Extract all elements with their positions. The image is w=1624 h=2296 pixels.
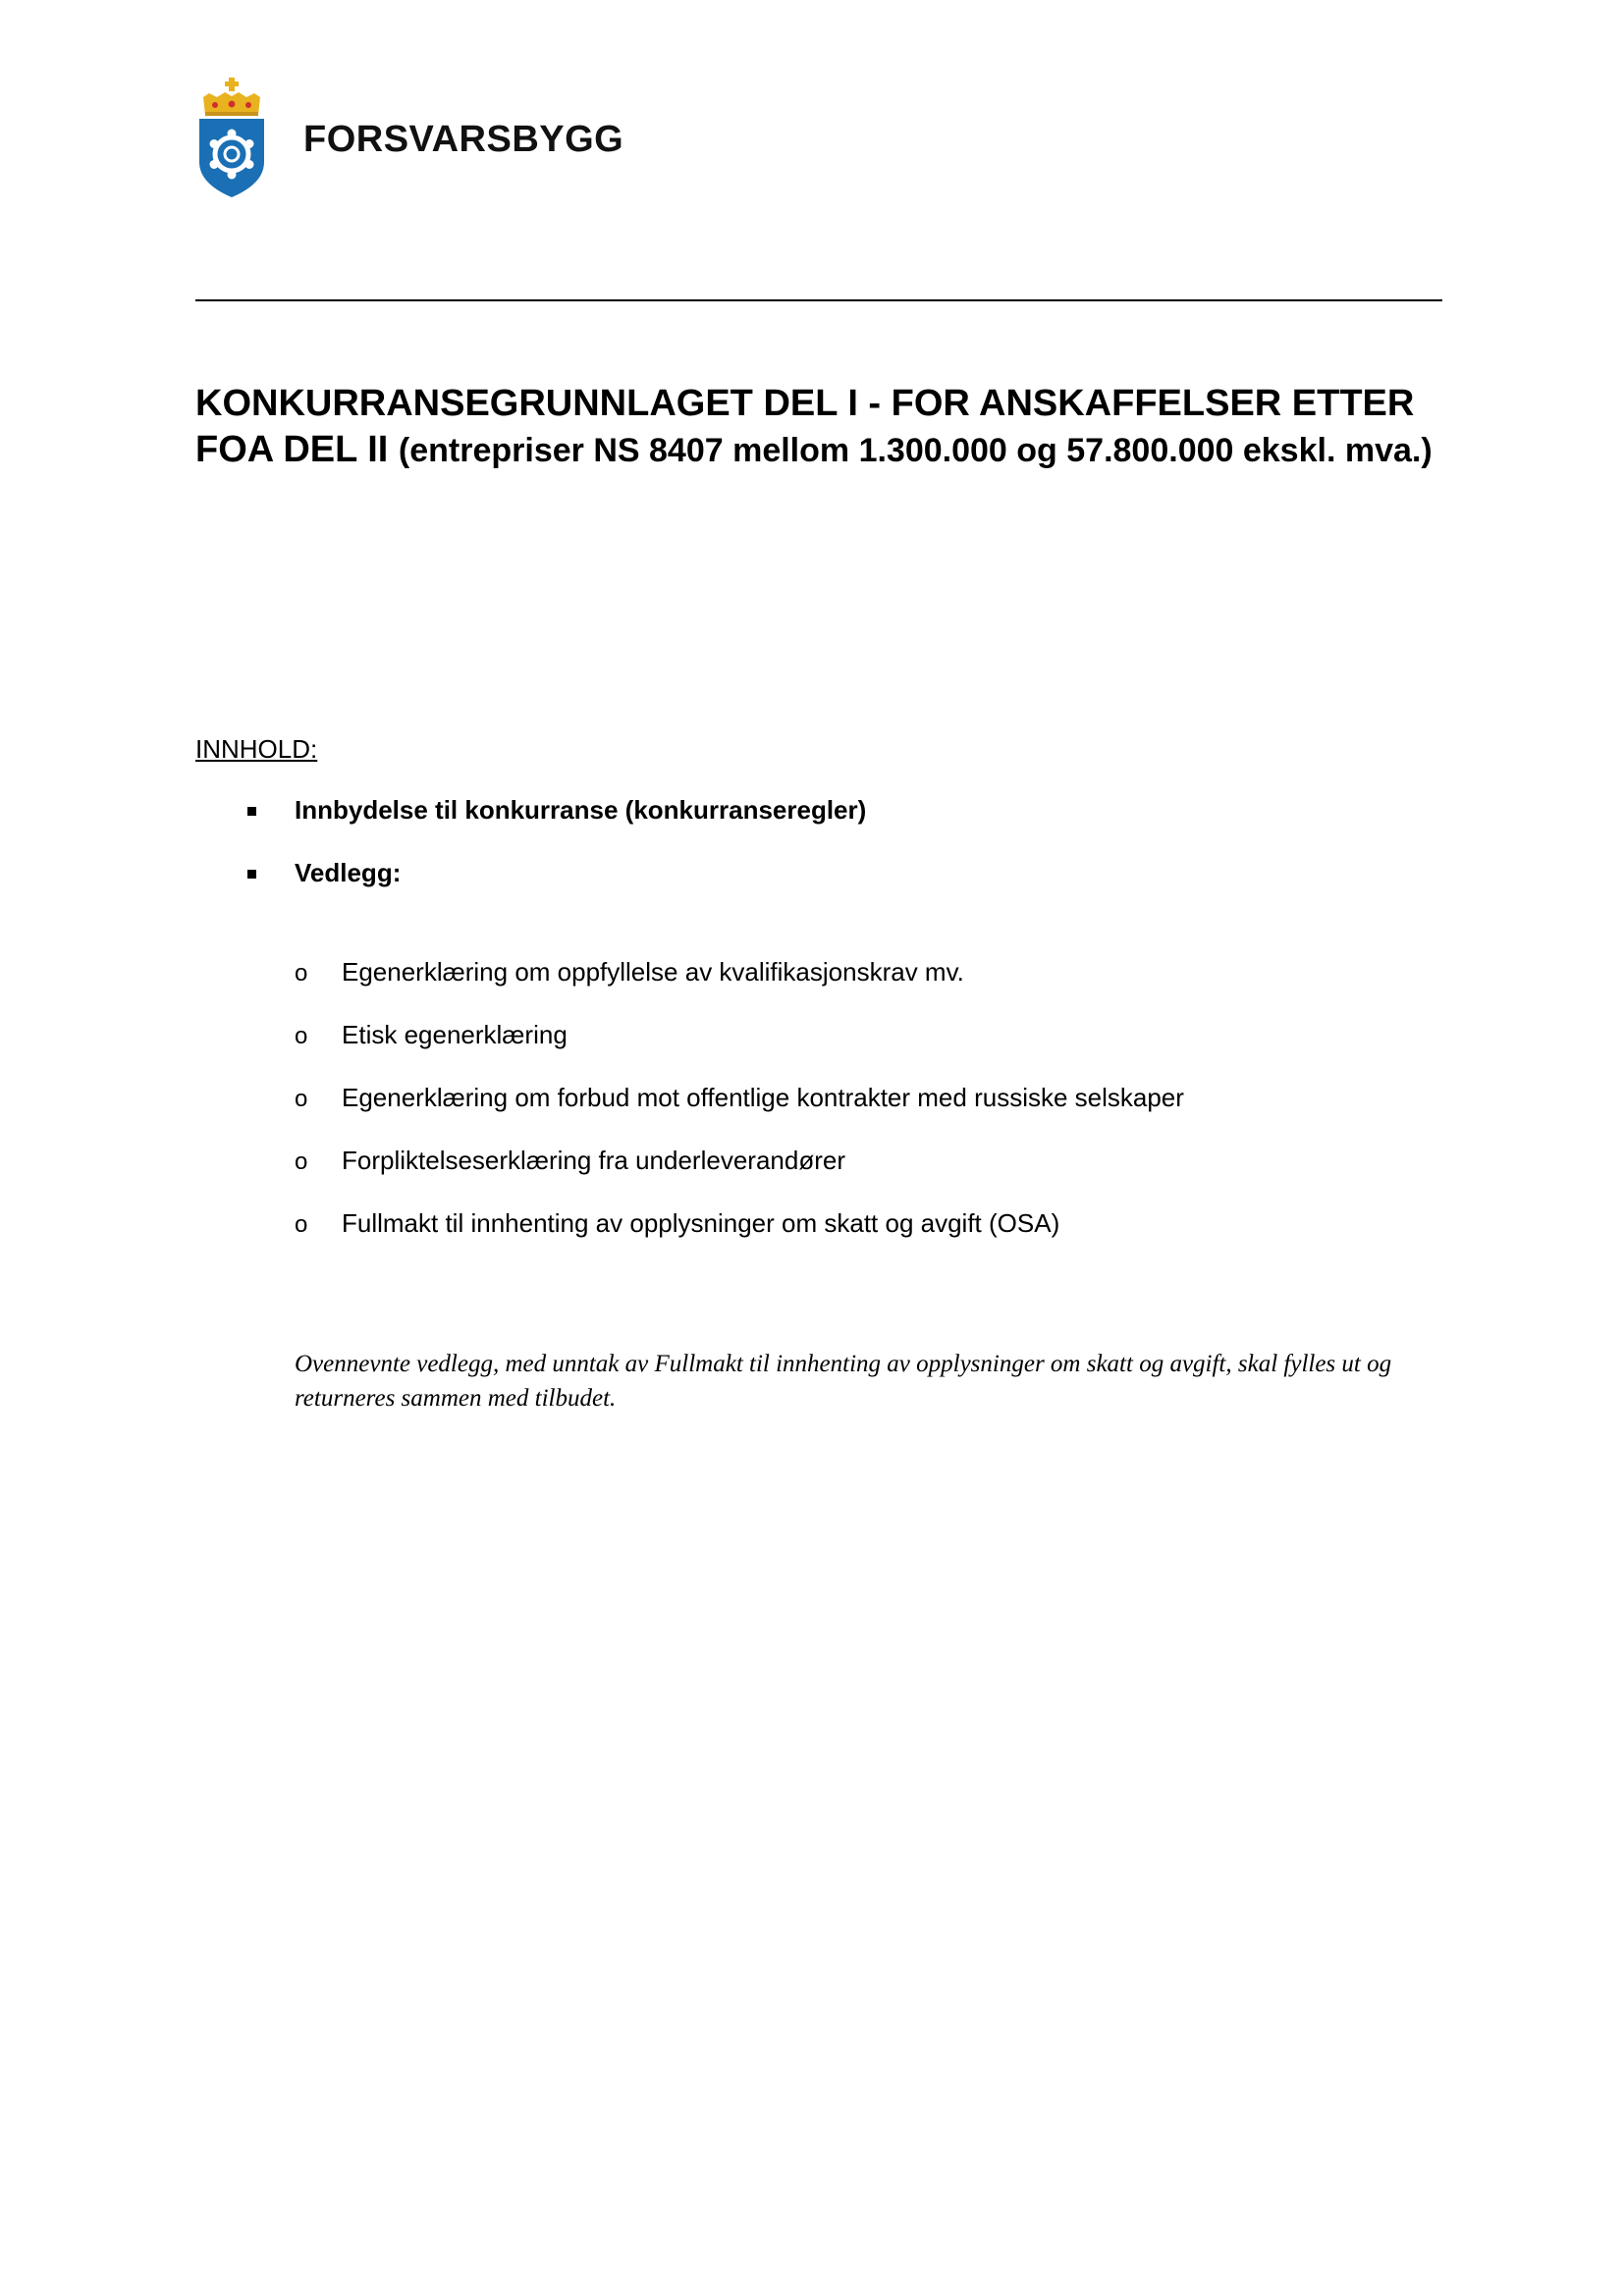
attachment-label: Egenerklæring om forbud mot offentlige kontrakter med russiske selskaper — [342, 1083, 1184, 1112]
contents-heading: INNHOLD: — [195, 734, 318, 764]
attachment-item — [195, 1208, 1423, 1271]
attachments-note: Ovennevnte vedlegg, med unntak av Fullmakt til innhenting av opplysninger om skatt og avgift, skal fylles ut og returneres sammen med tilbudet. — [295, 1351, 1392, 1412]
square-bullet-icon — [247, 870, 256, 879]
logo-wordmark: FORSVARSBYGG — [303, 119, 624, 160]
circle-bullet-icon: o — [295, 1086, 308, 1112]
document-title — [195, 381, 1472, 474]
attachment-item — [195, 1146, 1423, 1208]
title-subtitle: (entrepriser NS 8407 mellom 1.300.000 og 57.800.000 ekskl. mva.) — [398, 432, 1433, 469]
square-bullet-icon — [247, 807, 256, 816]
list-item — [195, 858, 1374, 921]
attachment-label: Forpliktelseserklæring fra underleverandører — [342, 1146, 845, 1175]
title-main: KONKURRANSEGRUNNLAGET DEL I - FOR ANSKAFFELSER ETTER FOA DEL II — [195, 383, 1415, 470]
attachment-label: Egenerklæring om oppfyllelse av kvalifikasjonskrav mv. — [342, 957, 964, 987]
contents-list — [195, 795, 1374, 921]
coat-of-arms-crown-shield-icon — [195, 76, 268, 199]
circle-bullet-icon: o — [295, 960, 308, 987]
attachment-item — [195, 1020, 1423, 1083]
list-item-label: Innbydelse til konkurranse (konkurranseregler) — [295, 795, 867, 825]
attachment-label: Fullmakt til innhenting av opplysninger om skatt og avgift (OSA) — [342, 1208, 1060, 1238]
attachment-item — [195, 957, 1423, 1020]
forsvarsbygg-logo — [195, 76, 624, 199]
attachments-list — [195, 957, 1423, 1271]
circle-bullet-icon: o — [295, 1148, 308, 1175]
attachment-item — [195, 1083, 1423, 1146]
circle-bullet-icon: o — [295, 1211, 308, 1238]
circle-bullet-icon: o — [295, 1023, 308, 1049]
list-item-label: Vedlegg: — [295, 858, 402, 887]
list-item — [195, 795, 1374, 858]
header-divider — [195, 299, 1442, 301]
attachment-label: Etisk egenerklæring — [342, 1020, 568, 1049]
